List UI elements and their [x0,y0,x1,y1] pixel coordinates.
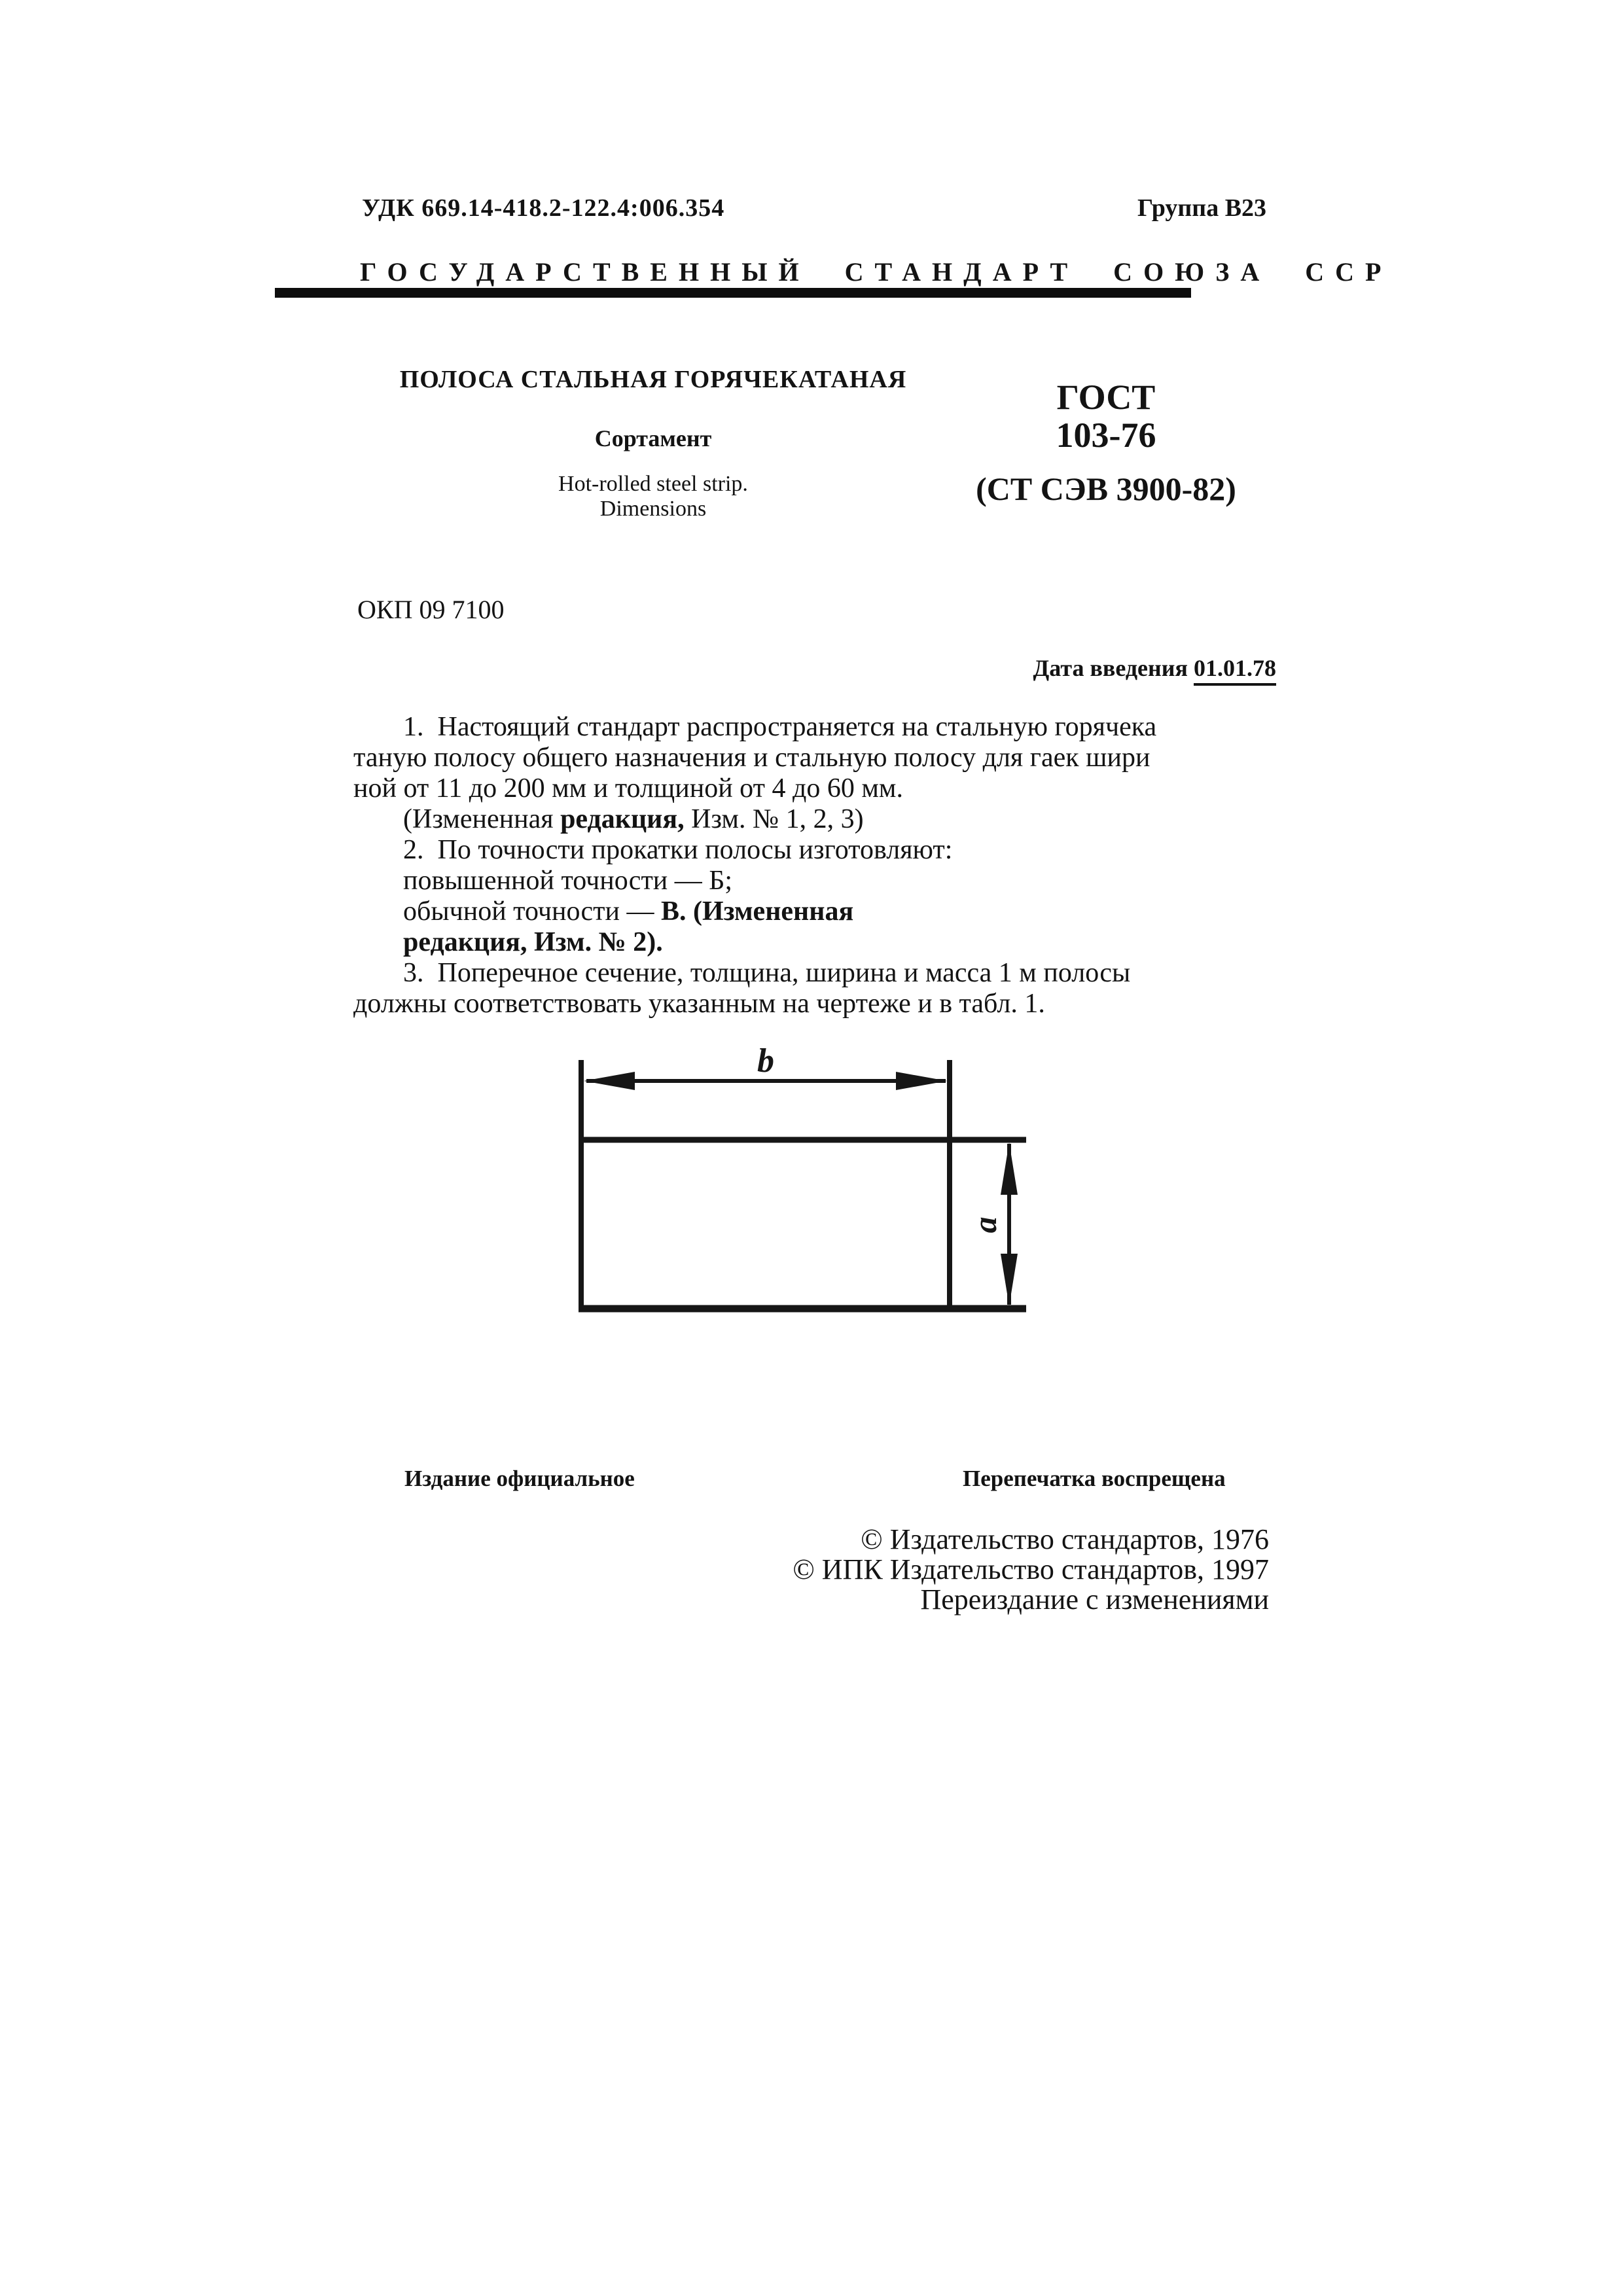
document-title-en2: Dimensions [599,497,707,521]
paragraph-1-line-3 [353,773,1266,804]
title-block [274,360,1033,521]
paragraph-1-line-2 [353,743,1266,773]
document-subtitle: Сортамент [594,425,712,451]
paragraph-text: повышенной точности — Б; [403,866,733,896]
sev-reference: (СТ СЭВ 3900-82) [976,470,1236,507]
introduction-date-label: Дата введения [1033,655,1194,681]
paragraph-text: обычной точности — [403,896,661,927]
copyright-block [793,1525,1269,1615]
paragraph-text: (Измененная [403,804,561,834]
paragraph-text: должны соответствовать указанным на чертеже и в табл. 1. [353,989,1045,1019]
amendment-note-2 [353,927,1266,958]
paragraph-2-line-3 [353,896,1266,927]
introduction-date [1033,654,1277,682]
paragraph-2-line-1 [353,835,1266,866]
document-title-en: Hot-rolled steel strip. [558,472,748,496]
amendment-bold: редакция, Изм. № 2). [403,927,663,957]
width-arrowhead-right [896,1072,947,1090]
strip-cross-section-figure [556,1034,1054,1328]
paragraph-2-line-2 [353,866,1266,896]
paragraph-text: 3. Поперечное сечение, толщина, ширина и масса 1 м полосы [403,958,1131,988]
width-dimension-label: b [757,1042,774,1080]
paragraph-text: 2. По точности прокатки полосы изготовляют: [403,835,953,865]
official-edition-note: Издание официальное [404,1466,635,1491]
paragraph-text: 1. Настоящий стандарт распространяется на стальную горячека [403,712,1157,742]
gost-label: ГОСТ [1056,378,1156,417]
introduction-date-value: 01.01.78 [1194,655,1276,686]
copyright-1976: © Издательство стандартов, 1976 [861,1523,1269,1555]
reissue-note: Переиздание с изменениями [920,1583,1269,1616]
paragraph-3-line-1 [353,958,1266,989]
gost-number: 103-76 [1056,415,1156,455]
width-arrowhead-left [584,1072,635,1090]
paragraph-3-line-2 [353,989,1266,1019]
group-code: Группа В23 [1137,194,1267,222]
body-text [353,712,1266,1019]
standard-heading: ГОСУДАРСТВЕННЫЙ СТАНДАРТ СОЮЗА ССР [360,257,1393,287]
amendment-note-1 [353,804,1266,835]
udk-code: УДК 669.14-418.2-122.4:006.354 [362,194,725,222]
paragraph-text: ной от 11 до 200 мм и толщиной от 4 до 60 мм. [353,773,903,804]
height-arrowhead-top [1001,1142,1018,1195]
paragraph-text: таную полосу общего назначения и стальную полосу для гаек шири [353,743,1150,773]
amendment-bold: В. (Измененная [661,896,854,927]
amendment-bold: редакция, [560,804,685,834]
gost-number-block [942,378,1270,508]
height-dimension-label: a [967,1216,1003,1233]
height-arrowhead-bottom [1001,1254,1018,1306]
copyright-1997: © ИПК Издательство стандартов, 1997 [793,1553,1269,1585]
paragraph-text: Изм. № 1, 2, 3) [684,804,864,834]
paragraph-1-line-1 [353,712,1266,743]
header-rule [275,288,1191,298]
okp-code: ОКП 09 7100 [357,595,505,624]
document-title-ru: ПОЛОСА СТАЛЬНАЯ ГОРЯЧЕКАТАНАЯ [399,366,907,393]
reprint-prohibited-note: Перепечатка воспрещена [963,1466,1226,1491]
